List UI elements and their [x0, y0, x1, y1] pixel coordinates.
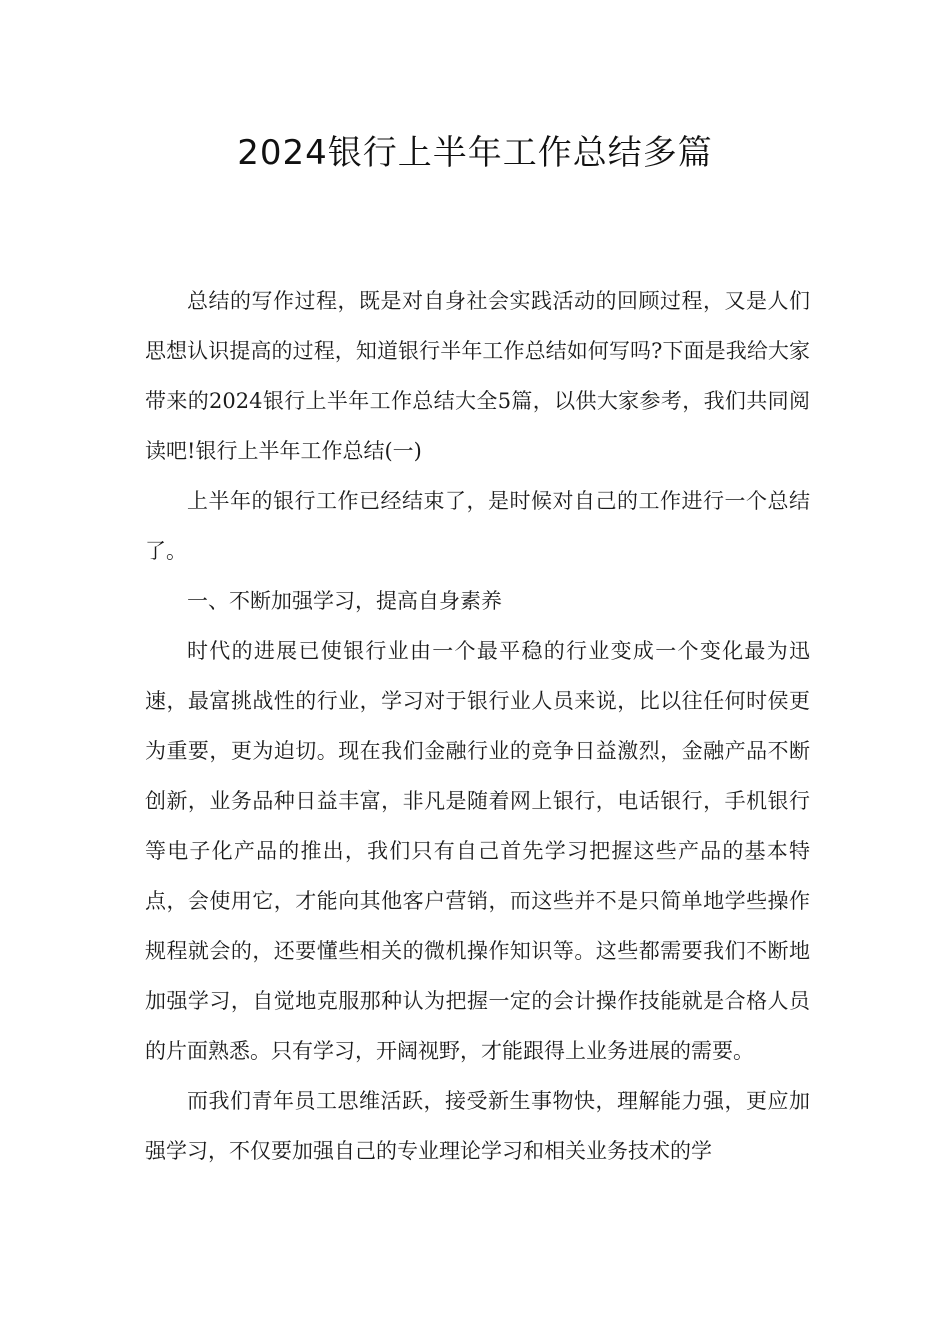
document-title: 2024银行上半年工作总结多篇 — [237, 133, 713, 173]
paragraph-opening: 上半年的银行工作已经结束了，是时候对自己的工作进行一个总结了。 — [145, 489, 810, 563]
paragraph-young-staff: 而我们青年员工思维活跃，接受新生事物快，理解能力强，更应加强学习，不仅要加强自己的专业理论学习和相关业务技术的学 — [145, 1089, 810, 1163]
section-heading-1: 一、不断加强学习，提高自身素养 — [187, 589, 502, 613]
paragraph-learning: 时代的进展已使银行业由一个最平稳的行业变成一个变化最为迅速，最富挑战性的行业，学习对于银行业人员来说，比以往任何时侯更为重要，更为迫切。现在我们金融行业的竞争日益激烈，金融产品不断创新，业务品种日益丰富，非凡是随着网上银行，电话银行，手机银行等电子化产品的推出，我们只有自己首先学习把握这些产品的基本特点，会使用它，才能向其他客户营销，而这些并不是只简单地学些操作规程就会的，还要懂些相关的微机操作知识等。这些都需要我们不断地加强学习，自觉地克服那种认为把握一定的会计操作技能就是合格人员的片面熟悉。只有学习，开阔视野，才能跟得上业务进展的需要。 — [145, 639, 810, 1063]
document-body — [145, 276, 810, 1176]
paragraph-intro: 总结的写作过程，既是对自身社会实践活动的回顾过程，又是人们思想认识提高的过程，知道银行半年工作总结如何写吗?下面是我给大家带来的2024银行上半年工作总结大全5篇，以供大家参考，我们共同阅读吧!银行上半年工作总结(一) — [145, 289, 810, 463]
